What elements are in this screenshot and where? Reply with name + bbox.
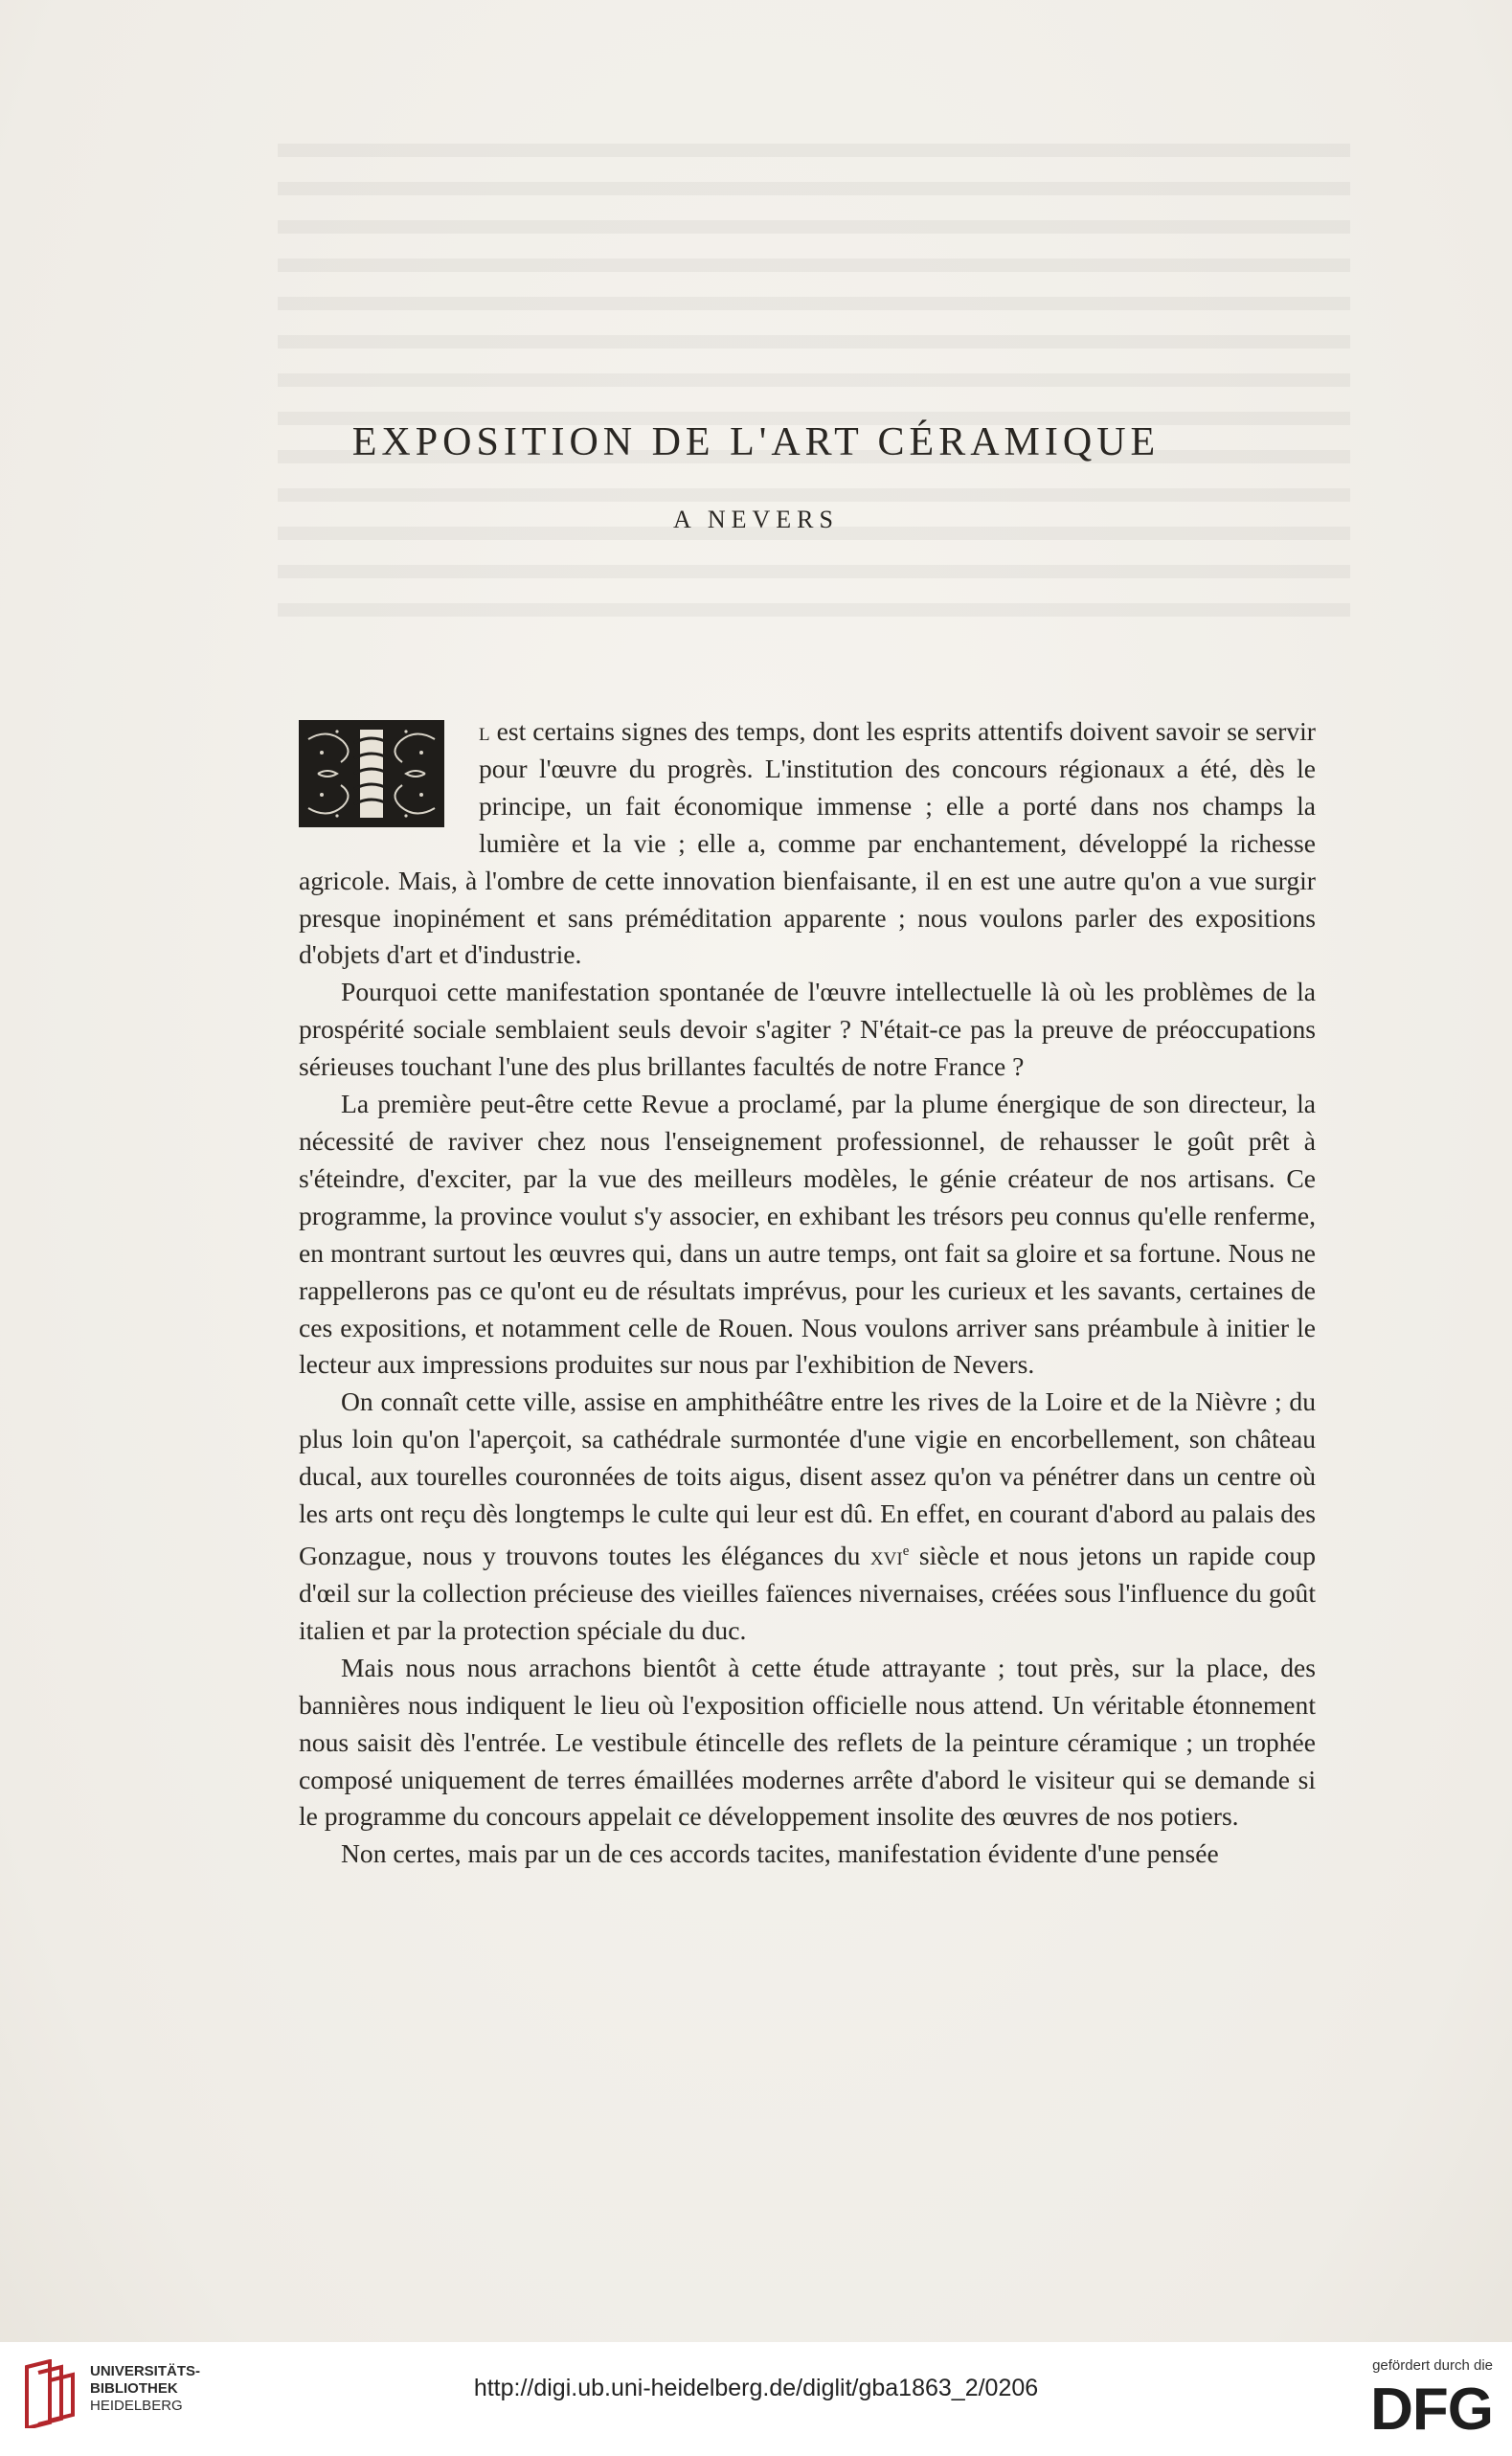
paragraph-4-text-a: On connaît cette ville, assise en amphithéâtre entre les rives de la Loire et de la Nièvre ; du plus loin qu'on l'aperçoit, sa cathédrale surmontée d'une vigie en encorbellement, son château ducal, aux tourelles couronnées de toits aigus, disent assez qu'on va pénétrer dans un centre où les arts ont reçu dès longtemps le culte qui leur est dû. En effet, en courant d'abord au palais des Gonzague, nous y trouvons toutes les élégances du xyxy=(299,1386,1316,1571)
paragraph-6: Non certes, mais par un de ces accords tacites, manifestation évidente d'une pensée xyxy=(341,1838,1219,1869)
paragraph-3: La première peut-être cette Revue a proclamé, par la plume énergique de son directeur, la nécessité de raviver chez nous l'enseignement professionnel, de rehausser le goût prêt à s'éteindre, d'exciter, par la vue des meilleurs modèles, le génie créateur de nos artisans. Ce programme, la province voulut s'y associer, en exhibant les trésors peu connus qu'elle renferme, en montrant surtout les œuvres qui, dans un autre temps, ont fait sa gloire et sa fortune. Nous ne rappellerons pas ce qu'ont eu de résultats imprévus, pour les curieux et les savants, certaines de ces expositions, et notamment celle de Rouen. Nous voulons arriver sans préambule à initier le lecteur aux impressions produites sur nous par l'exhibition de Nevers. xyxy=(299,1089,1316,1380)
ornamental-initial xyxy=(299,720,444,827)
paragraph-4 xyxy=(299,1384,1316,1650)
paragraph-1 xyxy=(299,713,1316,974)
article-subtitle: A NEVERS xyxy=(673,506,839,533)
bleed-through-texture xyxy=(278,144,1350,642)
paragraph-5: Mais nous nous arrachons bientôt à cette étude attrayante ; tout près, sur la place, des bannières nous indiquent le lieu où l'exposition officielle nous attend. Un véritable étonnement nous saisit dès l'entrée. Le vestibule étincelle des reflets de la peinture céramique ; un trophée composé uniquement de terres émaillées modernes arrête d'abord le visiteur qui se demande si le programme du concours appelait ce développement insolite des œuvres de nos potiers. xyxy=(299,1652,1316,1832)
dfg-logo: DFG xyxy=(1370,2377,1493,2443)
source-url-link[interactable]: http://digi.ub.uni-heidelberg.de/diglit/gba1863_2/0206 xyxy=(473,2375,1039,2401)
funded-by-label: gefördert durch die xyxy=(1372,2357,1493,2374)
paragraph-2: Pourquoi cette manifestation spontanée de l'œuvre intellectuelle là où les problèmes de la prospérité sociale semblaient seuls devoir s'agiter ? N'était-ce pas la preuve de préoccupations sérieuses touchant l'une des plus brillantes facultés de notre France ? xyxy=(299,977,1316,1082)
article-title: EXPOSITION DE L'ART CÉRAMIQUE xyxy=(351,420,1161,465)
paragraph-4-text-b: siècle et nous jetons un rapide coup d'œil sur la collection précieuse des vieilles faïences nivernaises, créées sous l'influence du goût italien et par la protection spéciale du duc. xyxy=(299,1541,1317,1645)
ornamental-initial-icon xyxy=(299,720,444,827)
paragraph-1-opening: l xyxy=(479,716,490,746)
century-superscript: e xyxy=(902,1543,910,1559)
digitization-footer xyxy=(0,2342,1512,2456)
article-body xyxy=(299,713,1316,1873)
library-name: UNIVERSITÄTS- BIBLIOTHEK HEIDELBERG xyxy=(90,2363,201,2414)
century-numeral: xvi xyxy=(869,1541,903,1571)
paragraph-1-text: est certains signes des temps, dont les esprits attentifs doivent savoir se servir pour l'œuvre du progrès. L'institution des concours régionaux a été, dès le principe, un fait économique immense ; elle a porté dans nos champs la lumière et la vie ; elle a, comme par enchantement, développé la richesse agricole. Mais, à l'ombre de cette innovation bienfaisante, il en est une autre qu'on a vue surgir presque inopinément et sans préméditation apparente ; nous voulons parler des expositions d'objets d'art et d'industrie. xyxy=(299,716,1316,970)
